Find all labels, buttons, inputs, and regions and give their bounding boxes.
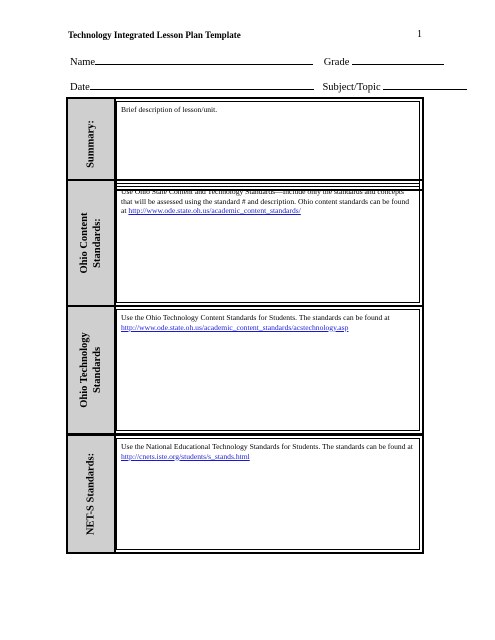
ohio-technology-standards-link[interactable]: http://www.ode.state.oh.us/academic_content_standards/acstechnology.asp <box>121 322 349 332</box>
name-label: Name <box>70 57 96 68</box>
nets-content[interactable] <box>116 438 420 550</box>
document-header-title: Technology Integrated Lesson Plan Template <box>68 30 241 40</box>
ohio-content-standards-section <box>66 179 424 307</box>
summary-content[interactable] <box>116 101 420 187</box>
ohio-technology-instructions: Use the Ohio Technology Content Standards for Students. The standards can be found at <box>121 313 390 322</box>
ohio-content-content[interactable] <box>116 183 420 303</box>
nets-standards-link[interactable]: http://cnets.iste.org/students/s_stands.html <box>121 451 250 461</box>
subject-label: Subject/Topic <box>322 82 381 93</box>
ohio-technology-label-line2: Standards <box>92 346 103 394</box>
summary-label-cell <box>68 99 116 189</box>
summary-section <box>66 97 424 191</box>
summary-label: Summary: <box>85 120 97 168</box>
ohio-technology-label <box>78 332 104 408</box>
name-blank[interactable] <box>95 55 313 65</box>
ohio-technology-label-cell <box>68 307 116 433</box>
date-label: Date <box>70 82 90 93</box>
grade-label: Grade <box>323 57 350 68</box>
ohio-content-label-cell <box>68 181 116 305</box>
nets-label: NET-S Standards: <box>85 452 97 536</box>
date-subject-row <box>70 80 467 93</box>
ohio-content-label <box>78 213 104 274</box>
subject-blank[interactable] <box>383 80 467 90</box>
ohio-technology-standards-section <box>66 305 424 435</box>
ohio-content-label-line1: Ohio Content <box>79 212 90 274</box>
ohio-content-instructions: Use Ohio State Content and Technology Standards—Include only the standards and concepts that will be assessed using the standard # and description. Ohio content standards can be found at <box>121 187 410 216</box>
ohio-content-label-line2: Standards: <box>92 218 103 268</box>
name-grade-row <box>70 55 444 68</box>
ohio-content-standards-link[interactable]: http://www.ode.state.oh.us/academic_content_standards/ <box>128 206 301 216</box>
date-blank[interactable] <box>90 80 314 90</box>
nets-label-cell <box>68 436 116 552</box>
ohio-technology-label-line1: Ohio Technology <box>79 332 90 408</box>
page-number: 1 <box>417 29 422 40</box>
nets-standards-section <box>66 434 424 554</box>
nets-instructions: Use the National Educational Technology Standards for Students. The standards can be found at <box>121 442 413 451</box>
grade-blank[interactable] <box>352 55 444 65</box>
ohio-technology-content[interactable] <box>116 309 420 431</box>
summary-instructions: Brief description of lesson/unit. <box>121 105 218 114</box>
